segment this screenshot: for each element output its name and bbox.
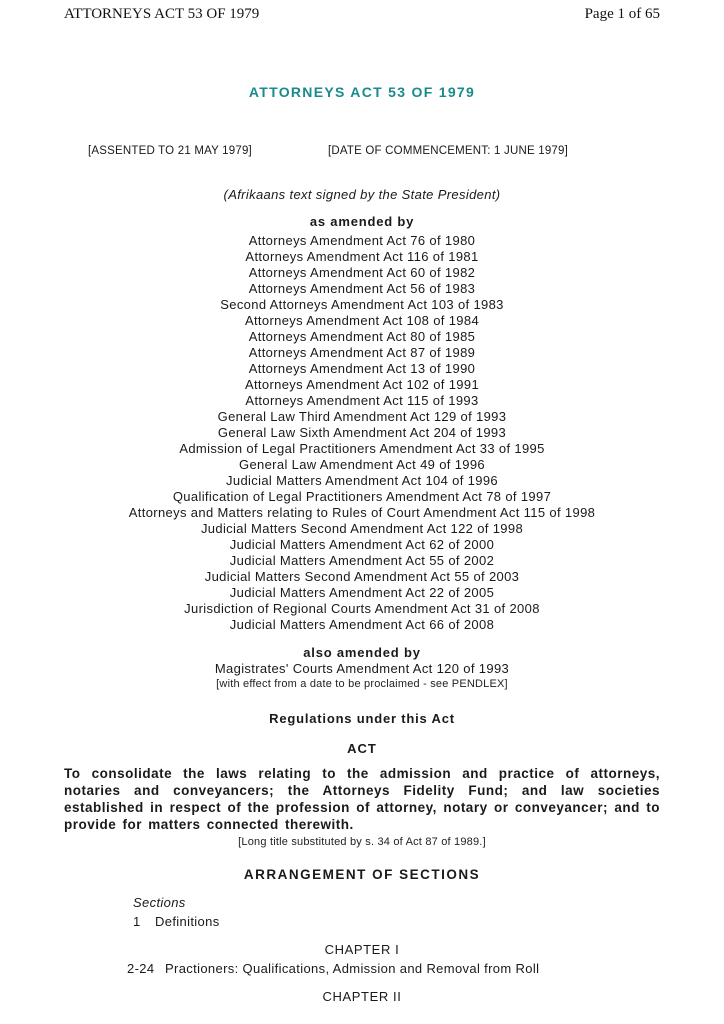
long-title-substitution-note: [Long title substituted by s. 34 of Act 87 of 1989.] xyxy=(238,836,486,848)
amendment-act: Jurisdiction of Regional Courts Amendment Act 31 of 2008 xyxy=(184,601,540,616)
amendment-act: Attorneys Amendment Act 102 of 1991 xyxy=(244,377,480,392)
magistrates-act: Magistrates' Courts Amendment Act 120 of 1993 xyxy=(214,661,510,676)
act-heading: ACT xyxy=(347,741,377,756)
long-title-paragraph: To consolidate the laws relating to the admission and practice of attorneys, notaries and conveyancers; the Attorneys Fidelity Fund; and law societies established in respect of the profession of attorney, notary or conveyancer; and to provide for matters connected therewith. xyxy=(64,766,660,832)
amendment-act: Attorneys Amendment Act 115 of 1993 xyxy=(245,393,479,408)
header-page-number: Page 1 of 65 xyxy=(584,6,660,22)
chapter-2-heading: CHAPTER II xyxy=(322,989,402,1004)
section-title: Definitions xyxy=(155,914,220,929)
chapter-1-heading: CHAPTER I xyxy=(324,942,400,957)
pendlex-note: [with effect from a date to be proclaimed - see PENDLEX] xyxy=(216,678,508,690)
signed-text-note: (Afrikaans text signed by the State President) xyxy=(223,187,501,202)
commencement-date: [DATE OF COMMENCEMENT: 1 JUNE 1979] xyxy=(328,145,569,157)
amendment-act: Attorneys Amendment Act 60 of 1982 xyxy=(248,265,476,280)
amendment-act: Judicial Matters Amendment Act 62 of 2000 xyxy=(229,537,495,552)
page-header xyxy=(0,0,724,23)
as-amended-by-heading: as amended by xyxy=(309,214,415,229)
amendment-act: Attorneys Amendment Act 108 of 1984 xyxy=(244,313,480,328)
amendment-act: Judicial Matters Amendment Act 66 of 2008 xyxy=(229,617,495,632)
amendment-act: Attorneys Amendment Act 13 of 1990 xyxy=(248,361,476,376)
amendment-act: Judicial Matters Amendment Act 55 of 2002 xyxy=(229,553,495,568)
assent-commencement-row xyxy=(64,145,660,158)
section-number: 2-24 xyxy=(127,961,155,976)
amendment-act: Attorneys Amendment Act 87 of 1989 xyxy=(248,345,476,360)
amendment-act: Qualification of Legal Practitioners Amendment Act 78 of 1997 xyxy=(172,489,552,504)
amendment-act: Attorneys Amendment Act 76 of 1980 xyxy=(248,233,476,248)
amendment-acts-list xyxy=(64,233,660,633)
document-body xyxy=(0,84,724,1004)
amendment-act: General Law Third Amendment Act 129 of 1993 xyxy=(217,409,507,424)
amendment-act: General Law Amendment Act 49 of 1996 xyxy=(238,457,486,472)
sections-label: Sections xyxy=(133,895,186,910)
amendment-act: Judicial Matters Second Amendment Act 122 of 1998 xyxy=(200,521,524,536)
regulations-heading: Regulations under this Act xyxy=(269,711,455,726)
toc-entry-practitioners xyxy=(127,961,660,977)
amendment-act: Second Attorneys Amendment Act 103 of 1983 xyxy=(220,297,504,312)
amendment-act: Admission of Legal Practitioners Amendment Act 33 of 1995 xyxy=(179,441,545,456)
act-title: ATTORNEYS ACT 53 OF 1979 xyxy=(248,84,476,100)
amendment-act: General Law Sixth Amendment Act 204 of 1993 xyxy=(217,425,507,440)
amendment-act: Attorneys Amendment Act 56 of 1983 xyxy=(248,281,476,296)
section-title: Practioners: Qualifications, Admission and Removal from Roll xyxy=(165,961,540,976)
toc-entry-definitions xyxy=(133,914,660,930)
amendment-act: Attorneys Amendment Act 80 of 1985 xyxy=(248,329,476,344)
also-amended-by-heading: also amended by xyxy=(303,645,421,660)
header-doc-title: ATTORNEYS ACT 53 OF 1979 xyxy=(64,6,260,22)
amendment-act: Attorneys Amendment Act 116 of 1981 xyxy=(245,249,479,264)
section-number: 1 xyxy=(133,914,141,929)
amendment-act: Attorneys and Matters relating to Rules of Court Amendment Act 115 of 1998 xyxy=(128,505,596,520)
arrangement-of-sections-heading: ARRANGEMENT OF SECTIONS xyxy=(243,867,481,882)
amendment-act: Judicial Matters Amendment Act 22 of 2005 xyxy=(229,585,495,600)
amendment-act: Judicial Matters Amendment Act 104 of 1996 xyxy=(226,473,498,488)
assented-date: [ASSENTED TO 21 MAY 1979] xyxy=(88,145,252,157)
amendment-act: Judicial Matters Second Amendment Act 55 of 2003 xyxy=(204,569,520,584)
